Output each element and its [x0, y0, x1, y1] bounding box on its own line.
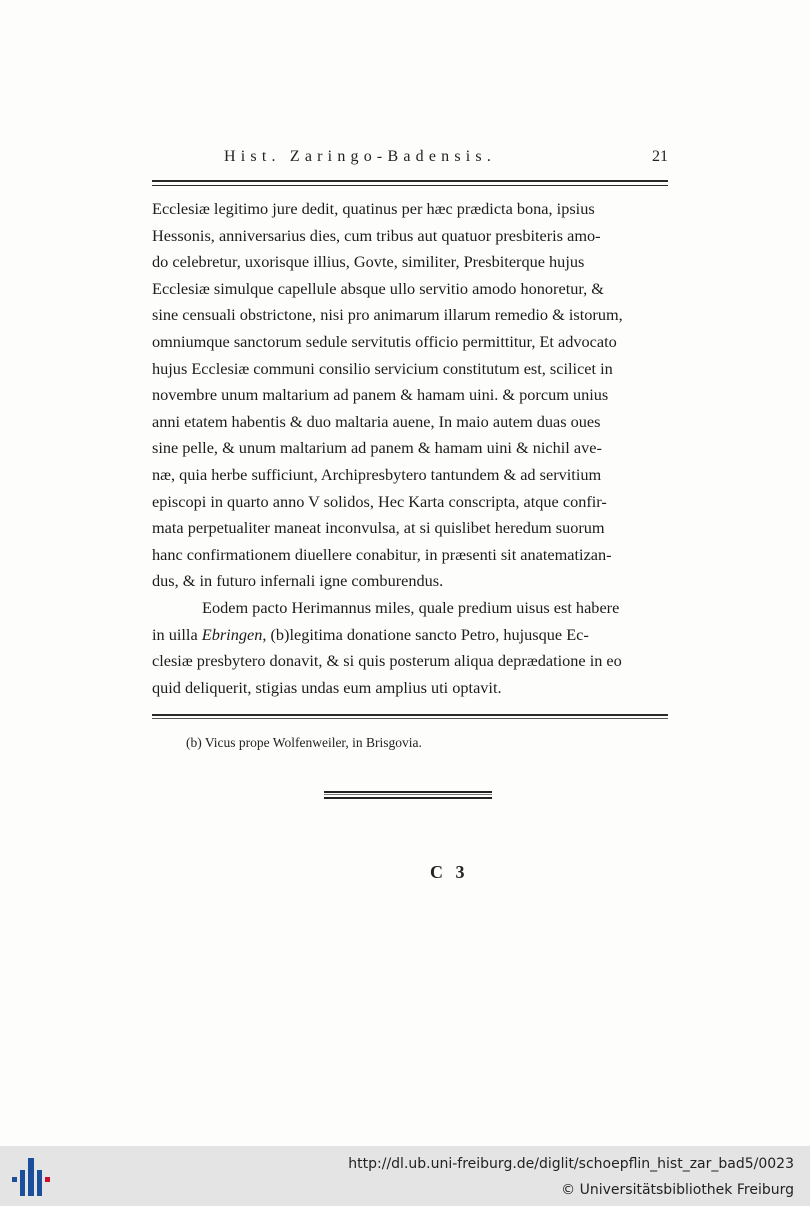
text-line: Ecclesiæ legitimo jure dedit, quatinus per hæc prædicta bona, ipsius	[152, 199, 595, 218]
main-text	[152, 196, 668, 701]
text-line: mata perpetualiter maneat inconvulsa, at si quislibet heredum suorum	[152, 518, 605, 538]
running-head	[152, 148, 668, 170]
text-fragment: in uilla	[152, 624, 202, 644]
text-line: hujus Ecclesiæ communi consilio servicium constitutum est, scilicet in	[152, 358, 613, 378]
text-line: do celebretur, uxorisque illius, Govte, similiter, Presbiterque hujus	[152, 252, 585, 272]
text-line: omniumque sanctorum sedule servitutis officio permittitur, Et advocato	[152, 331, 617, 351]
text-line: episcopi in quarto anno V solidos, Hec Karta conscripta, atque confir-	[152, 491, 607, 511]
permalink-url[interactable]: http://dl.ub.uni-freiburg.de/diglit/schoepflin_hist_zar_bad5/0023	[348, 1156, 794, 1172]
text-line: sine censuali obstrictone, nisi pro animarum illarum remedio & istorum,	[152, 305, 623, 325]
header-rule	[152, 180, 668, 186]
footnote: (b) Vicus prope Wolfenweiler, in Brisgovia.	[186, 735, 422, 750]
text-line: hanc confirmationem diuellere conabitur, in præsenti sit anatematizan-	[152, 544, 612, 564]
text-line: Ecclesiæ simulque capellule absque ullo servitio amodo honoretur, &	[152, 278, 604, 298]
text-line: quid deliquerit, stigias undas eum amplius uti optavit.	[152, 677, 502, 697]
running-title: Hist. Zaringo-Badensis.	[224, 148, 497, 165]
page-number: 21	[652, 148, 668, 165]
text-line: novembre unum maltarium ad panem & hamam uini. & porcum unius	[152, 385, 609, 405]
footnote-reference: , (b)	[262, 624, 290, 644]
paragraph-1	[152, 196, 668, 595]
place-name: Ebringen	[201, 624, 263, 644]
text-line: clesiæ presbytero donavit, & si quis posterum aliqua deprædatione in eo	[152, 651, 622, 671]
footer-bar	[0, 1146, 810, 1206]
ornament-rule	[324, 791, 492, 799]
text-fragment: legitima donatione sancto Petro, hujusque Ec-	[289, 624, 589, 644]
copyright-notice: © Universitätsbibliothek Freiburg	[561, 1182, 794, 1198]
text-line: Hessonis, anniversarius dies, cum tribus aut quatuor presbiteris amo-	[152, 225, 601, 245]
text-line: sine pelle, & unum maltarium ad panem & hamam uini & nichil ave-	[152, 438, 602, 458]
text-line: anni etatem habentis & duo maltaria auene, In maio autem duas oues	[152, 411, 601, 431]
ub-freiburg-logo-icon[interactable]	[12, 1158, 52, 1196]
signature-mark: C 3	[430, 862, 469, 882]
text-line: næ, quia herbe sufficiunt, Archipresbytero tantundem & ad servitium	[152, 464, 602, 484]
footnote-rule	[152, 714, 668, 719]
text-line: Eodem pacto Herimannus miles, quale predium uisus est habere	[202, 597, 620, 617]
paragraph-2	[152, 595, 668, 701]
text-line: dus, & in futuro infernali igne comburendus.	[152, 571, 444, 591]
text-line	[152, 622, 668, 649]
